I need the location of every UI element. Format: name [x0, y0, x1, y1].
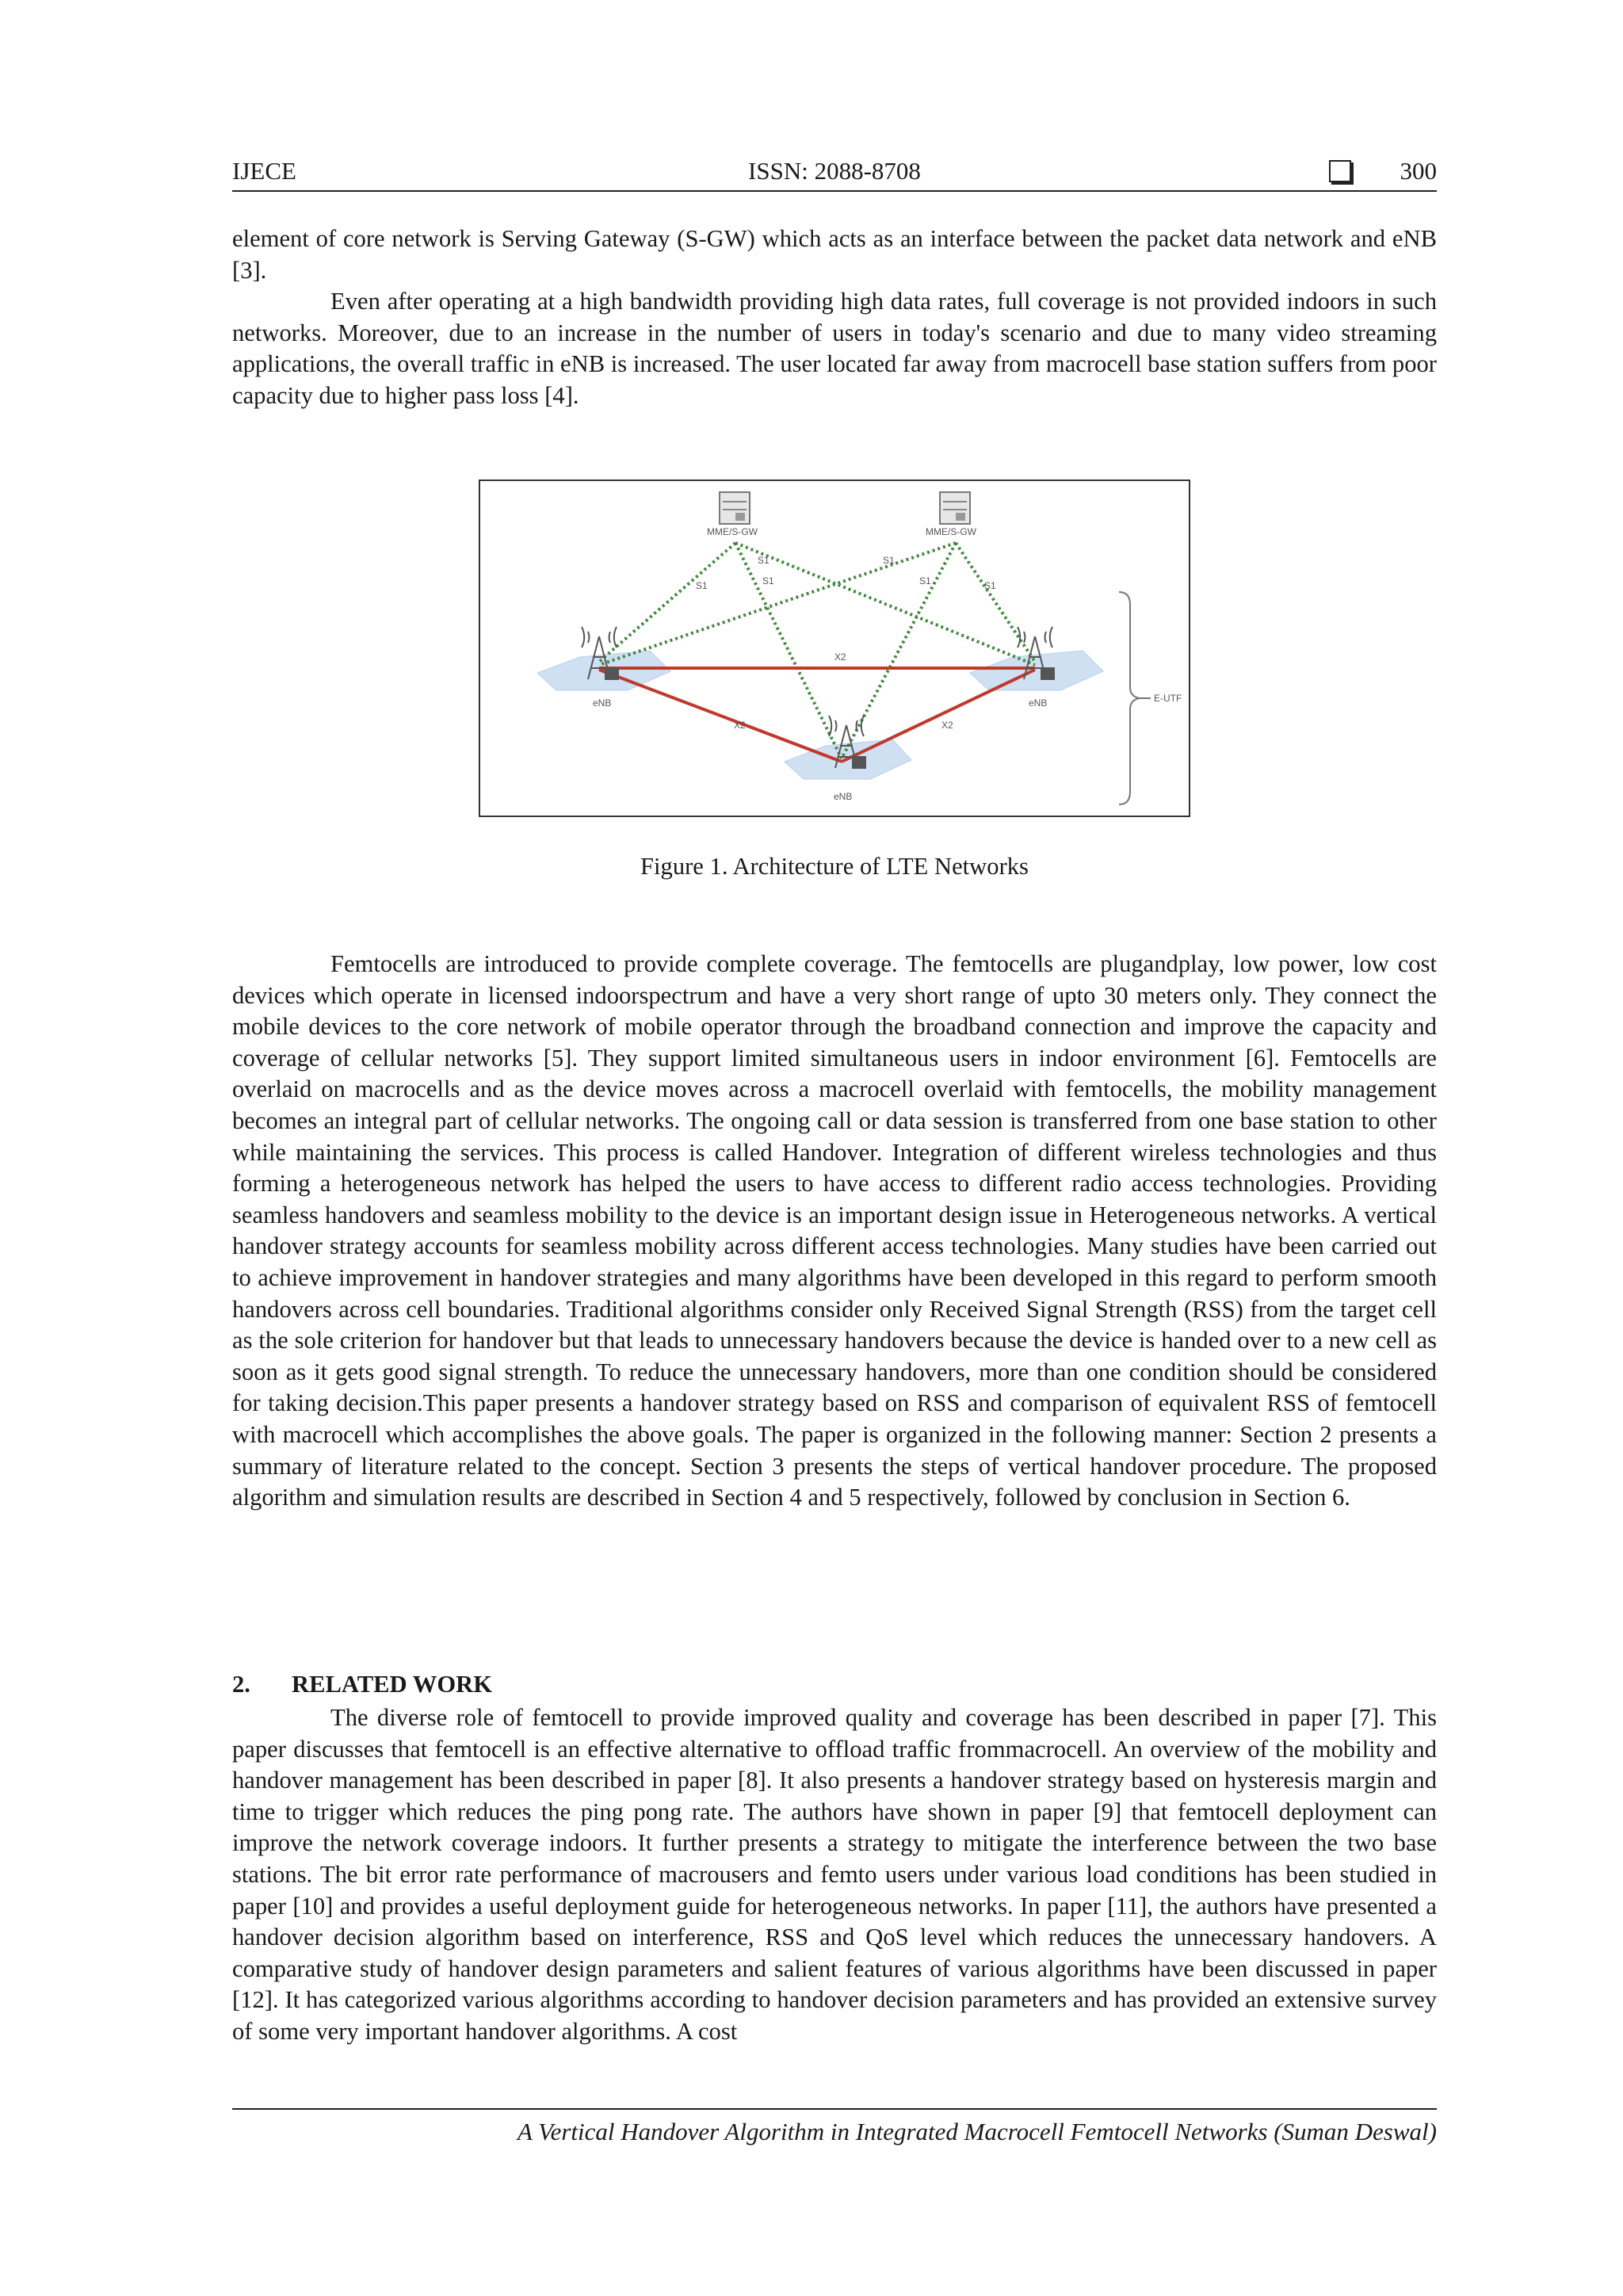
server-icon	[720, 492, 750, 524]
body-text-section2	[232, 1702, 1437, 2048]
figure-caption: Figure 1. Architecture of LTE Networks	[640, 853, 1029, 880]
x2-label: X2	[941, 720, 953, 731]
enb-label: eNB	[593, 697, 612, 709]
section-heading	[232, 1671, 492, 1698]
paragraph: The diverse role of femtocell to provide improved quality and coverage has been described in paper [7]. This paper discusses that femtocell is an effective alternative to offload traffic frommacrocell. An overview of the mobility and handover management has been described in paper [8]. It also presents a handover strategy based on hysteresis margin and time to trigger which reduces the ping pong rate. The authors have shown in paper [9] that femtocell deployment can improve the network coverage indoors. It further presents a strategy to mitigate the interference between the two base stations. The bit error rate performance of macrousers and femto users under various load conditions has been studied in paper [10] and provides a useful deployment guide for heterogeneous networks. In paper [11], the authors have presented a handover decision algorithm based on interference, RSS and QoS level which reduces the unnecessary handovers. A comparative study of handover design parameters and salient features of various algorithms have been discussed in paper [12]. It has categorized various algorithms according to handover decision parameters and has provided an extensive survey of some very important handover algorithms. A cost	[232, 1704, 1437, 2045]
enb-label: eNB	[834, 791, 853, 802]
s1-label: S1	[696, 580, 708, 591]
page-number: 300	[1400, 157, 1437, 185]
section-title: RELATED WORK	[292, 1671, 493, 1698]
running-footer	[232, 2108, 1437, 2145]
body-text-top	[232, 223, 1437, 412]
journal-name: IJECE	[232, 157, 296, 185]
paragraph: Femtocells are introduced to provide complete coverage. The femtocells are plugandplay, low power, low cost devices which operate in licensed indoorspectrum and have a very short range of upto 30 meters only. They connect the mobile devices to the core network of mobile operator through the broadband connection and improve the capacity and coverage of cellular networks [5]. They support limited simultaneous users in indoor environment [6]. Femtocells are overlaid on macrocells and as the device moves across a macrocell overlaid with femtocells, the mobility management becomes an integral part of cellular networks. The ongoing call or data session is transferred from one base station to other while maintaining the services. This process is called Handover. Integration of different wireless technologies and thus forming a heterogeneous network has helped the users to have access to different radio access technologies. Providing seamless handovers and seamless mobility to the device is an important design issue in Heterogeneous networks. A vertical handover strategy accounts for seamless mobility across different access technologies. Many studies have been carried out to achieve improvement in handover strategies and many algorithms have been developed in this regard to perform smooth handovers across cell boundaries. Traditional algorithms consider only Received Signal Strength (RSS) from the target cell as the sole criterion for handover but that leads to unnecessary handovers because the device is handed over to a new cell as soon as it gets good signal strength. To reduce the unnecessary handovers, more than one condition should be considered for taking decision.This paper presents a handover strategy based on RSS and comparison of equivalent RSS of femtocell with macrocell which accomplishes the above goals. The paper is organized in the following manner: Section 2 presents a summary of literature related to the concept. Section 3 presents the steps of vertical handover procedure. The proposed algorithm and simulation results are described in Section 4 and 5 respectively, followed by conclusion in Section 6.	[232, 950, 1437, 1511]
section-number: 2.	[232, 1671, 250, 1698]
server-label: MME/S-GW	[707, 526, 758, 537]
server-label: MME/S-GW	[926, 526, 976, 537]
s1-link	[599, 543, 735, 662]
s1-label: S1	[883, 555, 895, 566]
x2-label: X2	[734, 720, 746, 731]
s1-label: S1	[762, 575, 774, 586]
body-text-mid	[232, 949, 1437, 1514]
x2-label: X2	[834, 651, 846, 663]
eutran-label: E-UTF	[1154, 693, 1182, 704]
paragraph: Even after operating at a high bandwidth providing high data rates, full coverage is not provided indoors in such networks. Moreover, due to an increase in the number of users in today's scenario and due to many video streaming applications, the overall traffic in eNB is increased. The user located far away from macrocell base station suffers from poor capacity due to higher pass loss [4].	[232, 288, 1437, 409]
s1-label: S1	[984, 580, 996, 591]
server-icon	[940, 492, 970, 524]
enb-label: eNB	[1029, 697, 1048, 709]
running-header	[232, 155, 1437, 192]
eutran-bracket	[1119, 592, 1140, 804]
s1-link	[956, 543, 1035, 662]
s1-links	[599, 543, 1035, 758]
s1-label: S1	[919, 575, 931, 586]
running-title: A Vertical Handover Algorithm in Integrated Macrocell Femtocell Networks (Suman Deswal)	[517, 2118, 1437, 2145]
paragraph: element of core network is Serving Gateway (S-GW) which acts as an interface between the packet data network and eNB [3].	[232, 225, 1437, 284]
x2-links	[599, 668, 1035, 762]
s1-label: S1	[758, 555, 769, 566]
square-box-icon	[1329, 160, 1351, 182]
x2-link	[842, 670, 1035, 762]
lte-architecture-diagram	[480, 481, 1189, 816]
s1-link	[842, 543, 956, 758]
issn: ISSN: 2088-8708	[748, 157, 921, 185]
figure-lte-architecture	[479, 479, 1190, 817]
